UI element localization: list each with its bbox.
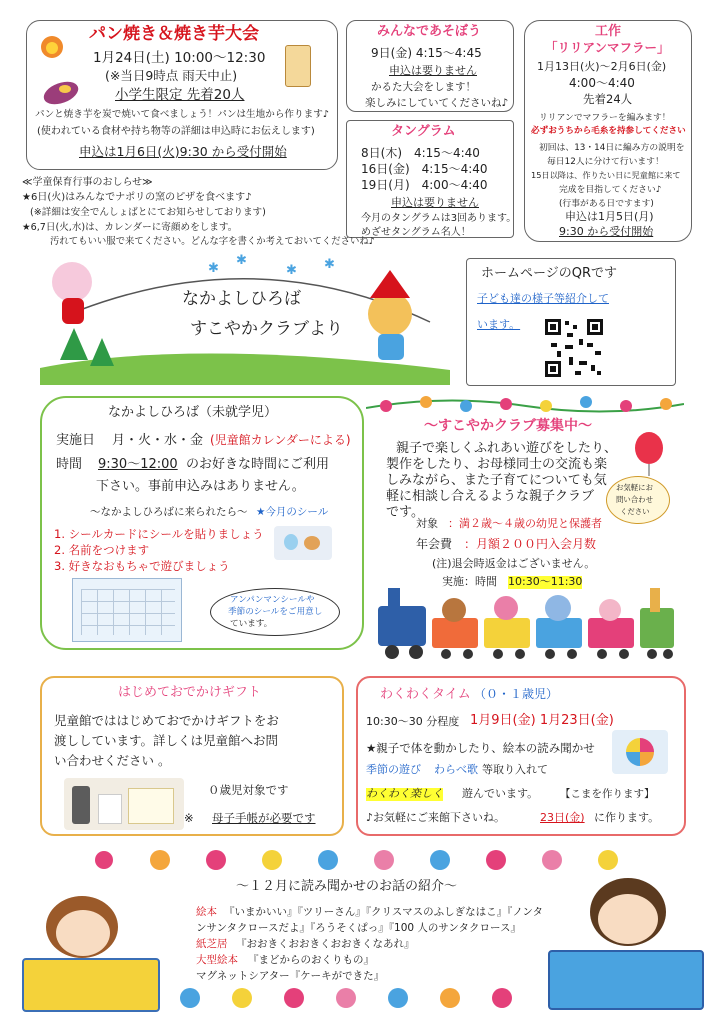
bread-date: 1月24日(土) 10:00～12:30 <box>93 50 266 66</box>
nakayoshi-time: 9:30～12:00 <box>98 457 178 472</box>
nakayoshi-time-rest: のお好きな時間にご利用 <box>186 457 330 472</box>
svg-text:✱: ✱ <box>286 263 297 278</box>
books-l4: 『まどからのおくりもの』 <box>248 954 374 966</box>
waku-p4c: に作ります。 <box>594 811 660 824</box>
gift-box <box>40 676 344 836</box>
seal-sample-image <box>274 526 332 560</box>
craft-capacity: 先着24人 <box>583 92 633 106</box>
sukoyaka-target: ：満２歳～４歳の幼児と保護者 <box>448 517 602 530</box>
play-desc: かるた大会をします！ <box>371 81 476 93</box>
sukoyaka-note: (注)退会時返金はございません。 <box>432 557 596 570</box>
banner-title-1: なかよしひろば <box>182 289 301 309</box>
banner-title-2: すこやかクラブより <box>190 319 343 339</box>
bread-target: 小学生限定 先着20人 <box>115 87 245 103</box>
craft-subtitle: 「リリアンマフラー」 <box>545 40 670 55</box>
gift-p2: 渡ししています。詳しくは児童館へお問 <box>54 733 279 748</box>
chef-illustration <box>285 45 311 87</box>
books-l1: 『いまかいい』『ツリーさん』『クリスマスのふしぎなはこ』『ノンタ <box>224 906 543 918</box>
craft-note-2: 毎日12人に分けて行います！ <box>547 157 664 167</box>
books-l3-label: 紙芝居 <box>196 938 228 950</box>
contact-line-1: お気軽にお <box>616 483 653 492</box>
nakayoshi-time-label: 時間 <box>56 457 83 472</box>
animal-train-illustration <box>372 588 678 668</box>
koma-photo <box>612 730 668 774</box>
tangram-cheer: めざせタングラム名人！ <box>361 227 471 238</box>
gift-note: 母子手帳が必要です <box>212 811 316 825</box>
nakayoshi-days-label: 実施日 <box>56 433 96 448</box>
contact-line-3: ください <box>620 507 650 516</box>
sukoyaka-p3: しみながら、また子育てについても気 <box>386 473 607 488</box>
tangram-row-3: 19日(月) 4:00～4:40 <box>361 178 488 192</box>
waku-p4a: ♪お気軽にご来館下さいね。 <box>366 811 506 824</box>
qr-title: ホームページのQRです <box>481 266 618 281</box>
qr-box <box>466 258 676 386</box>
sukoyaka-time-label: 実施：時間 <box>442 575 497 588</box>
tangram-row-2: 16日(金) 4:15～4:40 <box>361 162 488 176</box>
books-l4-label: 大型絵本 <box>196 954 238 966</box>
sukoyaka-p5: です。 <box>386 505 424 520</box>
gift-photo <box>64 778 184 830</box>
books-l2: ンサンタクロースだよ』『ろうそくぱっ』『100 人のサンタクロース』 <box>196 922 521 934</box>
tangram-box <box>346 120 517 238</box>
tangram-apply: 申込は要りません <box>391 196 479 209</box>
sukoyaka-fee-label: 年会費 <box>416 537 453 551</box>
gift-p3: い合わせください 。 <box>54 753 171 768</box>
school-line-2: (※詳細は安全でんしょばとにてお知らせしております) <box>30 207 266 218</box>
craft-note-3: 15日以降は、作りたい日に児童館に来て <box>531 170 681 180</box>
books-l5: マグネットシアター『ケーキができた』 <box>196 970 385 982</box>
craft-period: 1月13日(火)～2月6日(金) <box>537 60 667 73</box>
play-box <box>346 20 514 112</box>
craft-time: 4:00～4:40 <box>569 76 635 90</box>
boy-reading-illustration <box>540 878 710 1014</box>
books-l3: 『おおきくおおきくおおきくなあれ』 <box>236 938 415 950</box>
nakayoshi-days: 月・火・水・金 <box>112 433 204 448</box>
craft-note-4: 完成を目指してください♪ <box>559 185 662 195</box>
waku-p2b: わらべ歌 <box>434 763 478 776</box>
svg-text:✱: ✱ <box>236 253 247 268</box>
play-time: 9日(金) 4:15～4:45 <box>371 46 482 60</box>
craft-title: 工作 <box>595 24 622 39</box>
waku-box <box>356 676 686 836</box>
girl-reading-illustration <box>16 896 166 1014</box>
sukoyaka-box <box>366 392 684 668</box>
bubble-line-2: 季節のシールをご用意し <box>228 607 323 617</box>
waku-dates: 1月9日(金) 1月23日(金) <box>470 713 614 728</box>
nakayoshi-box <box>40 396 364 650</box>
nakayoshi-step-1: 1. シールカードにシールを貼りましょう <box>54 527 264 541</box>
tangram-row-1: 8日(木) 4:15～4:40 <box>361 146 480 160</box>
banner-illustration <box>40 250 450 385</box>
craft-desc: リリアンでマフラーを編みます！ <box>539 113 671 123</box>
sweet-potato-icon <box>39 71 83 111</box>
waku-p3b: 遊んでいます。 <box>462 787 539 800</box>
bread-detail: (使われている食材や持ち物等の詳細は申込時にお伝えします) <box>37 126 315 137</box>
bubble-line-1: アンパンマンシールや <box>230 595 315 605</box>
play-note: 楽しみにしていてくださいね♪ <box>365 97 509 109</box>
nakayoshi-seal-label: ★今月のシール <box>256 506 329 518</box>
waku-koma: 【こまを作ります】 <box>560 788 655 800</box>
svg-text:✱: ✱ <box>324 257 335 272</box>
bubble-line-3: ています。 <box>230 619 273 629</box>
craft-note-1: 初回は、13・14日に編み方の説明を <box>539 143 685 153</box>
decor-row-bottom <box>176 984 536 1012</box>
craft-apply: 申込は1月5日(月) <box>565 210 654 223</box>
bread-apply: 申込は1月6日(火)9:30 から受付開始 <box>79 144 287 159</box>
tangram-desc: 今月のタングラムは3回あります。 <box>361 213 517 224</box>
school-line-3: ★6,7日(火,水)は、カレンダーに寄顔めをします。 <box>22 222 238 233</box>
nakayoshi-step-2: 2. 名前をつけます <box>54 543 150 557</box>
qr-code[interactable] <box>543 317 605 379</box>
sukoyaka-title: ～すこやかクラブ募集中～ <box>424 418 592 434</box>
nakayoshi-howto: ～なかよしひろばに来られたら～ <box>90 506 248 518</box>
sukoyaka-time: 10:30～11:30 <box>508 575 583 588</box>
school-title: ≪学童保育行事のおしらせ≫ <box>22 177 153 188</box>
school-line-4: 汚れてもいい服で来てください。どんな字を書くか考えておいてくださいね♪ <box>50 236 375 247</box>
seal-card-image <box>72 578 182 642</box>
waku-p2a: 季節の遊び <box>366 763 421 776</box>
nakayoshi-days-note: (児童館カレンダーによる) <box>210 433 351 447</box>
craft-box <box>524 20 692 242</box>
gift-title: はじめておでかけギフト <box>118 685 261 700</box>
gift-note-mark: ※ <box>184 811 194 825</box>
school-line-1: ★6日(火)はみんなでナポリの窯のピザを食べます♪ <box>22 192 252 203</box>
gift-p1: 児童館でははじめておでかけギフトをお <box>54 713 279 728</box>
play-title: みんなであそぼう <box>377 24 482 39</box>
contact-line-2: 問い合わせ <box>616 495 653 504</box>
bread-event-box <box>26 20 338 170</box>
play-apply: 申込は要りません <box>389 64 477 77</box>
qr-link-1[interactable]: 子ども達の様子等紹介して <box>477 292 609 305</box>
balloon-icon <box>632 432 666 476</box>
sukoyaka-target-label: 対象 <box>416 517 438 530</box>
svg-text:✱: ✱ <box>208 261 219 276</box>
waku-p3a: わくわく楽しく <box>366 787 443 800</box>
sukoyaka-p4: 軽に相談し合えるような親子クラブ <box>386 489 595 504</box>
waku-p4b: 23日(金) <box>540 811 585 824</box>
tangram-title: タングラム <box>391 124 456 139</box>
nakayoshi-title: なかよしひろば（未就学児） <box>108 405 278 420</box>
books-title: ～１２月に読み聞かせのお話の紹介～ <box>236 879 458 894</box>
waku-title: わくわくタイム <box>380 687 471 702</box>
craft-note-5: (行事がある日ですます) <box>559 199 654 209</box>
bread-rain-note: (※当日9時点 雨天中止) <box>105 68 238 83</box>
decor-row-top <box>90 846 650 874</box>
sukoyaka-fee: ：月額２００円入会月数 <box>464 537 597 551</box>
nakayoshi-step-3: 3. 好きなおもちゃで遊びましょう <box>54 559 230 573</box>
nakayoshi-no-apply: 下さい。事前申込みはありません。 <box>96 479 305 494</box>
craft-bring: 必ずおうちから毛糸を持参してください <box>531 126 686 136</box>
gift-target: ０歳児対象です <box>208 783 289 797</box>
sukoyaka-p2: 製作をしたり、お母様同士の交流も楽 <box>386 457 608 472</box>
flame-icon <box>37 31 67 61</box>
craft-apply-time: 9:30 から受付開始 <box>559 225 654 238</box>
waku-time: 10:30～30 分程度 <box>366 715 460 728</box>
bread-desc: パンと焼き芋を炭で焼いて食べましょう！パンは生地から作ります♪ <box>35 109 329 120</box>
bread-title: パン焼き＆焼き芋大会 <box>89 24 259 44</box>
waku-age: （０・１歳児） <box>474 687 559 701</box>
waku-p2c: 等取り入れて <box>482 763 548 776</box>
waku-p1: ★親子で体を動かしたり、絵本の読み聞かせ <box>366 741 595 755</box>
qr-link-2[interactable]: います。 <box>477 318 521 331</box>
sukoyaka-p1: 親子で楽しくふれあい遊びをしたり、 <box>396 441 618 456</box>
books-l1-label: 絵本 <box>196 906 217 918</box>
